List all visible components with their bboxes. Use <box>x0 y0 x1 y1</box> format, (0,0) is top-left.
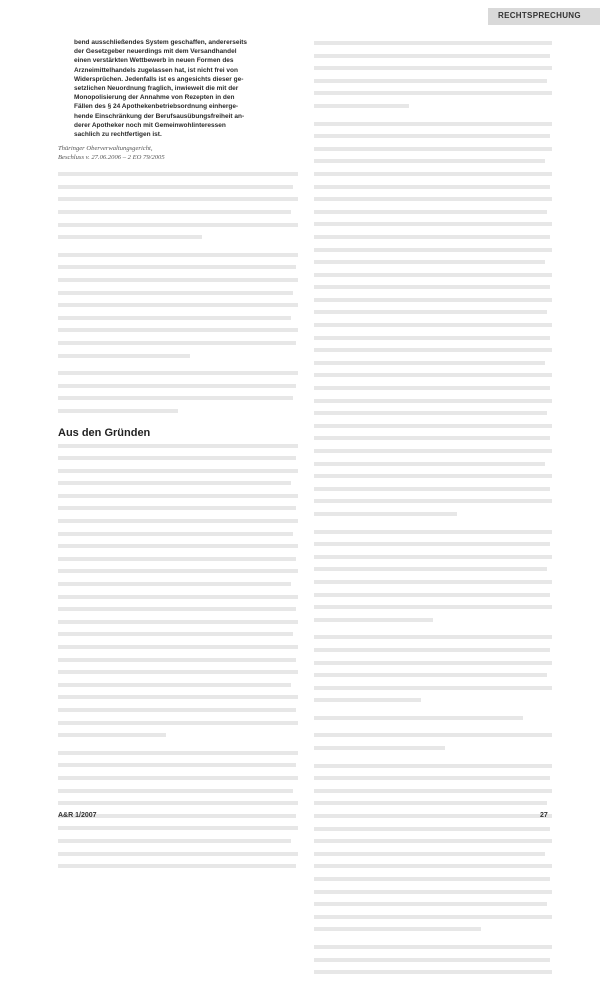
body-paragraph <box>314 530 552 628</box>
headnote-line: sachlich zu rechtfertigen ist. <box>74 131 162 139</box>
headnote-line: setzlichen Neuordnung fraglich, inwieweit die mit der <box>74 85 239 93</box>
headnote-line: der Gesetzgeber neuerdings mit dem Versandhandel <box>74 48 237 56</box>
right-column <box>314 38 552 988</box>
court-citation <box>58 144 298 162</box>
body-paragraph <box>58 253 298 363</box>
court-line: Thüringer Oberverwaltungsgericht, <box>58 145 153 153</box>
body-paragraph <box>314 122 552 522</box>
body-paragraph <box>314 716 552 726</box>
body-paragraph <box>314 733 552 755</box>
left-column <box>58 38 298 882</box>
body-paragraph <box>58 444 298 743</box>
court-line: Beschluss v. 27.06.2006 – 2 EO 79/2005 <box>58 154 165 162</box>
page-number: 27 <box>540 812 548 819</box>
headnote-line: Arzneimittelhandels zugelassen hat, ist nicht frei von <box>74 66 238 74</box>
section-header <box>488 8 600 25</box>
headnote-line: bend ausschließendes System geschaffen, andererseits <box>74 39 248 46</box>
body-paragraph <box>314 945 552 980</box>
headnote-line: Widersprüchen. Jedenfalls ist es angesichts dieser ge- <box>74 75 244 83</box>
headnote-line: derer Apotheker noch mit Gemeinwohlinteressen <box>74 121 226 129</box>
body-paragraph <box>58 172 298 245</box>
body-paragraph <box>314 764 552 937</box>
body-paragraph <box>314 41 552 114</box>
headnote-line: Monopolisierung der Annahme von Rezepten in den <box>74 94 235 102</box>
headnote-line: einen verstärkten Wettbewerb in neuen Formen des <box>74 57 234 65</box>
section-title: RECHTSPRECHUNG <box>498 11 581 20</box>
headnote-line: Fällen des § 24 Apothekenbetriebsordnung einherge- <box>74 103 239 111</box>
body-paragraph <box>58 371 298 418</box>
headnote <box>58 38 298 139</box>
body-paragraph <box>314 635 552 708</box>
headnote-line: hende Einschränkung der Berufsausübungsfreiheit an- <box>74 112 245 120</box>
section-heading: Aus den Gründen <box>58 426 151 439</box>
journal-reference: A&R 1/2007 <box>58 812 97 819</box>
